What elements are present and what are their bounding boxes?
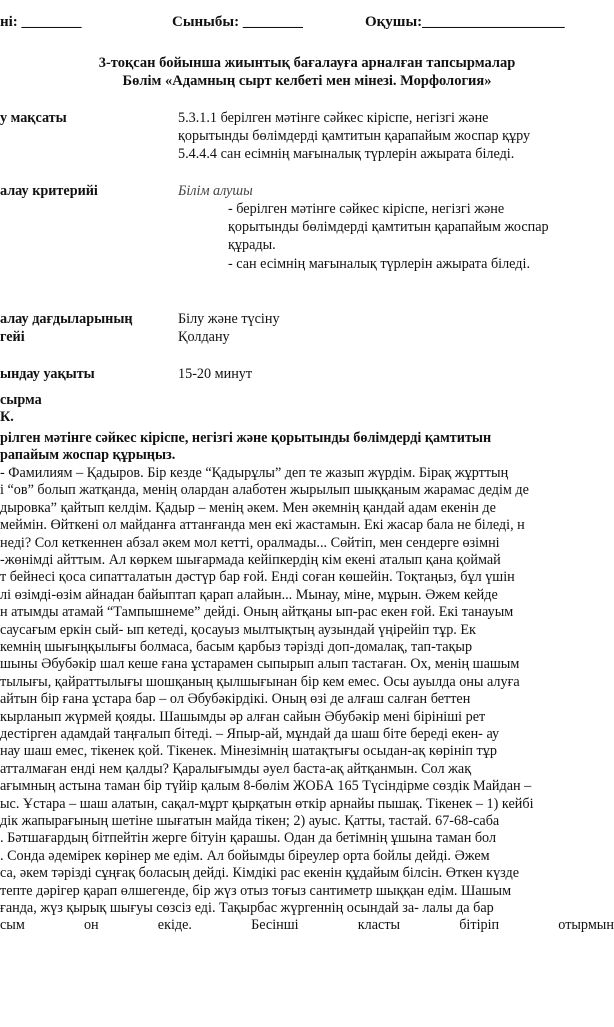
reading-text-line: кемнің шығыңқылығы болмаса, басым қарбыз тәрізді доп-домалақ, тап-тақыр xyxy=(0,639,473,655)
reading-text-line: . Сонда әдемірек көрінер ме едім. Ал бойымды біреулер орта бойлы дейді. Әжем xyxy=(0,847,490,864)
reading-text-line: тепте дәрігер қарап өлшегенде, бір жүз отыз тоғыз сантиметр шыққан едім. Шашым xyxy=(0,882,512,899)
info-criteria-line-3: құрады. xyxy=(228,237,276,253)
info-skills-line-1: Білу және түсіну xyxy=(178,311,280,327)
reading-text-word: класты xyxy=(357,917,401,934)
reading-text-line: дік жапырағының шетіне шығатын майда тікен; 2) ауыс. Қатты, тастай. 67-68-саба xyxy=(0,813,500,829)
reading-text-line: меймін. Өйткені ол майданға аттанғанда мен екі жастамын. Екі жасар бала не біледі, н xyxy=(0,517,525,534)
reading-text-line: -жөнімді айттым. Ал көркем шығармада кейіпкердің кім екені аталып қана қоймай xyxy=(0,552,501,568)
name-field-label: ні: ________ xyxy=(0,14,82,30)
task-instruction-line-2: рапайым жоспар құрыңыз. xyxy=(0,447,176,463)
reading-text-line: т бейнесі қоса сипатталатын дәстүр бар ғой. Енді соған көшейін. Тоқтаңыз, бұл үшін xyxy=(0,569,515,586)
reading-text-word: сым xyxy=(0,917,25,934)
info-criteria-line-1: - берілген мәтінге сәйкес кіріспе, негізгі және xyxy=(228,201,505,217)
info-criteria-line-4: - сан есімнің мағыналық түрлерін ажырата біледі. xyxy=(228,256,530,272)
task-heading: сырма xyxy=(0,392,42,408)
reading-text-line: нау шаш емес, тікенек қой. Тікенек. Мінезімнің шатақтығы осыдан-ақ көрініп тұр xyxy=(0,743,497,760)
info-goal-line-2: қорытынды бөлімдерді қамтитын қарапайым жоспар құру xyxy=(178,128,531,144)
reading-text-line: ағымның астына таман бір түйір қалым 8-бөлім ЖОБА 165 Түсіндірме сөздік Майдан – xyxy=(0,778,532,795)
reading-text-line: дыровка” қайтып келдім. Қадыр – менің әкем. Мен әкемнің қандай адам екенін де xyxy=(0,499,496,516)
reading-text-line: шыны Әбубәкір шал кеше ғана ұстарамен сыпырып алып тастаған. Ох, менің шашым xyxy=(0,656,520,673)
info-goal-line-3: 5.4.4.4 сан есімнің мағыналық түрлерін ажырата біледі. xyxy=(178,146,515,162)
info-label-skills-1: алау дағдыларының xyxy=(0,311,133,327)
reading-text-line: неді? Сол кеткеннен абзал әкем мол кетті, оралмады... Сөйтіп, мен сендерге өзімні xyxy=(0,534,500,551)
task-level: К. xyxy=(0,409,14,425)
reading-text-line: ғанда, жүз қырық шығуы сөзсіз еді. Тақырбас жүргеннің осындай за- лалы да бар xyxy=(0,900,494,916)
reading-text-line: айтын бір ғана ұстара бар – ол Әбубәкірдікі. Оның өзі де алғаш салған беттен xyxy=(0,691,471,708)
reading-text-line: лі өзімді-өзім айнадан байыптап қарап алайын... Мынау, міне, мұрын. Әжем кейде xyxy=(0,586,498,603)
class-field-label: Сыныбы: ________ xyxy=(172,14,303,30)
info-skills-line-2: Қолдану xyxy=(178,329,230,345)
task-instruction-line-1: рілген мәтінге сәйкес кіріспе, негізгі және қорытынды бөлімдерді қамтитын xyxy=(0,430,492,446)
reading-text-line: атталмаған енді нем қалды? Қаралығымды әуел баста-ақ айтқанмын. Сол жақ xyxy=(0,760,472,777)
reading-text-line: - Фамилиям – Қадыров. Бір кезде “Қадырұлы” деп те жазып жүрдім. Бірақ жұрттың xyxy=(0,465,509,481)
reading-text-line: н атымды атамай “Тампышнеме” дейді. Оның айтқаны ып-рас екен ғой. Екі танауым xyxy=(0,604,514,621)
student-field-label: Оқушы:___________________ xyxy=(365,14,565,30)
reading-text-word: екіде. xyxy=(157,917,192,934)
reading-text-word: отырмын xyxy=(558,917,614,934)
reading-text-word: бітіріп xyxy=(459,917,500,934)
reading-text-word: Бесінші xyxy=(251,917,299,934)
info-label-time: ындау уақыты xyxy=(0,366,95,382)
reading-text-last-line xyxy=(0,917,614,934)
reading-text-line: саусағым еркін сый- ып кетеді, қосауыз мылтықтың аузындай үңірейіп тұр. Ек xyxy=(0,621,476,638)
info-label-goal: у мақсаты xyxy=(0,110,67,126)
document-subtitle: Бөлім «Адамның сырт келбеті мен мінезі. Морфология» xyxy=(122,73,492,89)
info-goal-line-1: 5.3.1.1 берілген мәтінге сәйкес кіріспе, негізгі және xyxy=(178,110,489,126)
reading-text-line: са, әкем тәрізді сұңғақ боласың дейді. Кімдікі рас екенін құдайым білсін. Өткен күзде xyxy=(0,865,520,882)
info-criteria-line-2: қорытынды бөлімдерді қамтитын қарапайым жоспар xyxy=(228,219,549,235)
reading-text-line: тылығы, қайраттылығы шошқаның қылшығынан бір кем емес. Осы ауылда оны алуға xyxy=(0,673,520,690)
document-title: 3-тоқсан бойынша жиынтық бағалауға арналған тапсырмалар xyxy=(98,55,516,71)
reading-text-line: дестірген адамдай таңғалып бітеді. – Япыр-ай, мұндай да шаш біте береді екен- ау xyxy=(0,726,500,742)
info-label-skills-2: гейі xyxy=(0,329,25,345)
info-criteria-heading: Білім алушы xyxy=(178,183,253,199)
reading-text-line: . Бәтшағардың бітпейтін жерге бітуін қарашы. Одан да бетімнің ұшына таман бол xyxy=(0,830,497,847)
reading-text-line: кырланып жүрмей қояды. Шашымды әр алған сайын Әбубәкір мені бірініші рет xyxy=(0,708,486,725)
reading-text-line: ыс. Ұстара – шаш алатын, сақал-мұрт қырқатын өткір арнайы пышақ. Тікенек – 1) кейбі xyxy=(0,795,534,812)
info-time-value: 15-20 минут xyxy=(178,366,253,382)
reading-text-word: он xyxy=(83,917,99,934)
reading-text-line: і “ов” болып жатқанда, менің олардан алаботен жырылып шыққаным жарамас дедім де xyxy=(0,482,529,499)
info-label-criteria: алау критерийі xyxy=(0,183,98,199)
